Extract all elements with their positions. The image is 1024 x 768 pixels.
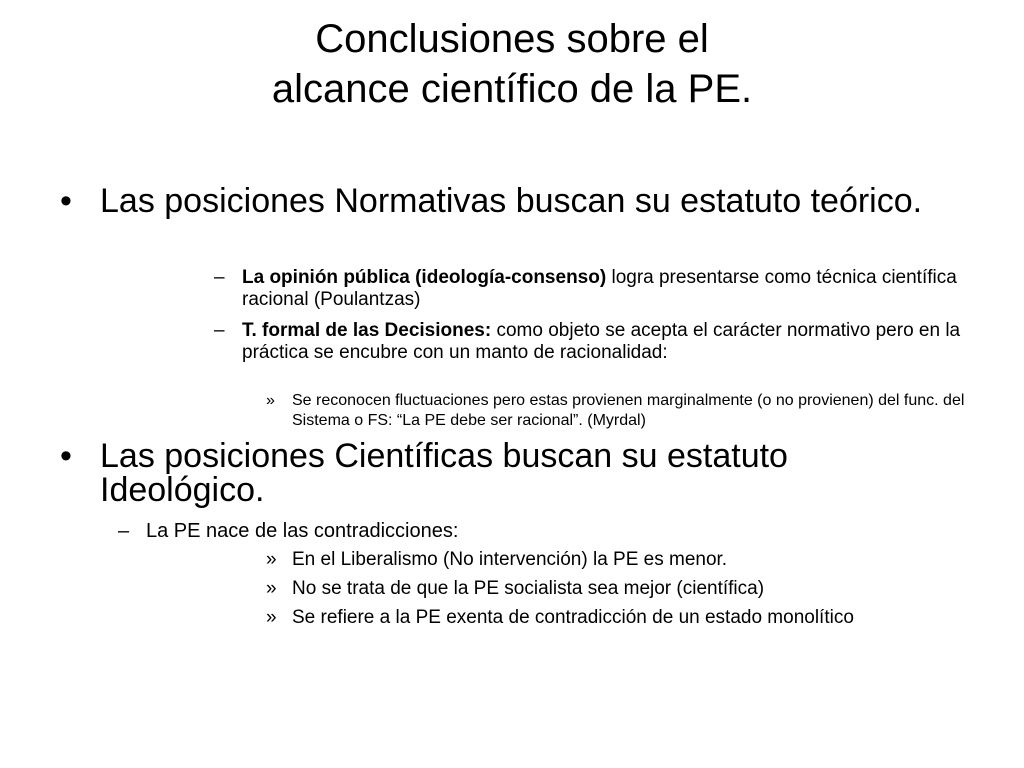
subitem-text: La PE nace de las contradicciones: bbox=[146, 520, 459, 542]
subitem-text bbox=[242, 267, 962, 311]
chevron-icon: » bbox=[266, 607, 277, 628]
sub-subitem-text: Se reconocen fluctuaciones pero estas provienen marginalmente (o no provienen) del func. del Sistema o FS: “La PE debe ser racional”. (Myrdal) bbox=[292, 392, 965, 429]
bullet-text: Las posiciones Normativas buscan su estatuto teórico. bbox=[100, 182, 923, 220]
chevron-icon: » bbox=[266, 549, 277, 570]
chevron-icon: » bbox=[266, 392, 275, 409]
sub-subitem-text: No se trata de que la PE socialista sea mejor (científica) bbox=[292, 578, 765, 599]
bullet-text: Las posiciones Científicas buscan su estatuto Ideológico. bbox=[100, 437, 788, 509]
subitem-regular-text: logra presentarse como técnica científica racional (Poulantzas) bbox=[242, 267, 957, 310]
sub-subitem-text: En el Liberalismo (No intervención) la PE es menor. bbox=[292, 549, 728, 570]
slide-title bbox=[0, 14, 1024, 114]
subitem-bold-text: T. formal de las Decisiones: bbox=[242, 320, 492, 341]
dash-icon: – bbox=[118, 520, 130, 542]
sub-subitem-text: Se refiere a la PE exenta de contradicción de un estado monolítico bbox=[292, 607, 854, 628]
subitem-bold-text: La opinión pública (ideología-consenso) bbox=[242, 267, 607, 288]
chevron-icon: » bbox=[266, 578, 277, 599]
dash-icon: – bbox=[214, 267, 225, 288]
bullet-icon: • bbox=[60, 182, 72, 220]
dash-icon: – bbox=[214, 320, 225, 341]
subitem-text bbox=[242, 320, 962, 364]
slide-title-line-1: Conclusiones sobre el bbox=[315, 17, 709, 61]
slide-title-line-2: alcance científico de la PE. bbox=[271, 67, 753, 111]
bullet-icon: • bbox=[60, 437, 72, 475]
subitem-regular-text: como objeto se acepta el carácter normativo pero en la práctica se encubre con un manto de racionalidad: bbox=[242, 320, 961, 363]
